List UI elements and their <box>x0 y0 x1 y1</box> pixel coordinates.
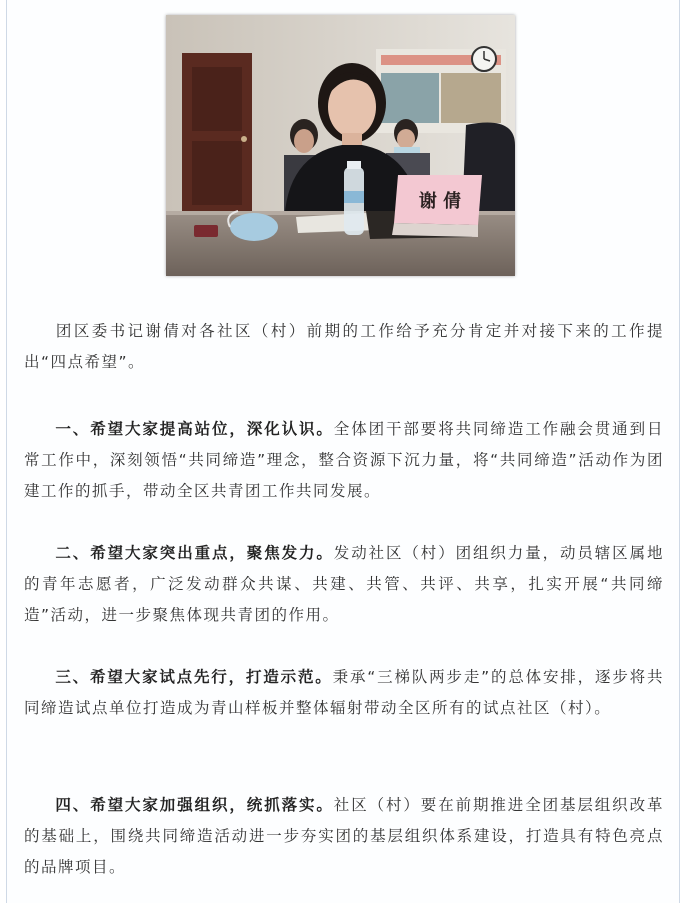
point-body: 秉承“三梯队两步走”的总体安排，逐步将共同缔造试点单位打造成为青山样板并整体辐射带动全区所有的试点社区（村）。 <box>24 668 664 717</box>
intro-text: 团区委书记谢倩对各社区（村）前期的工作给予充分肯定并对接下来的工作提出“四点希望”。 <box>24 322 664 371</box>
meeting-photo <box>166 15 515 276</box>
point-paragraph-4 <box>24 790 664 883</box>
nameplate-text: 谢 倩 <box>418 191 462 212</box>
point-paragraph-3 <box>24 662 664 724</box>
point-heading: 一、希望大家提高站位，深化认识。 <box>55 420 334 438</box>
point-body: 发动社区（村）团组织力量，动员辖区属地的青年志愿者，广泛发动群众共谋、共建、共管、共评、共享，扎实开展“共同缔造”活动，进一步聚焦体现共青团的作用。 <box>24 544 664 624</box>
point-body: 社区（村）要在前期推进全团基层组织改革的基础上，围绕共同缔造活动进一步夯实团的基层组织体系建设，打造具有特色亮点的品牌项目。 <box>24 796 664 876</box>
point-heading: 二、希望大家突出重点，聚焦发力。 <box>55 544 334 562</box>
point-paragraph-2 <box>24 538 664 631</box>
point-body: 全体团干部要将共同缔造工作融会贯通到日常工作中，深刻领悟“共同缔造”理念，整合资源下沉力量，将“共同缔造”活动作为团建工作的抓手，带动全区共青团工作共同发展。 <box>24 420 664 500</box>
point-paragraph-1 <box>24 414 664 507</box>
point-heading: 三、希望大家试点先行，打造示范。 <box>55 668 333 686</box>
intro-paragraph <box>24 316 664 378</box>
meeting-photo-illustration <box>166 15 515 276</box>
point-heading: 四、希望大家加强组织，统抓落实。 <box>55 796 334 814</box>
